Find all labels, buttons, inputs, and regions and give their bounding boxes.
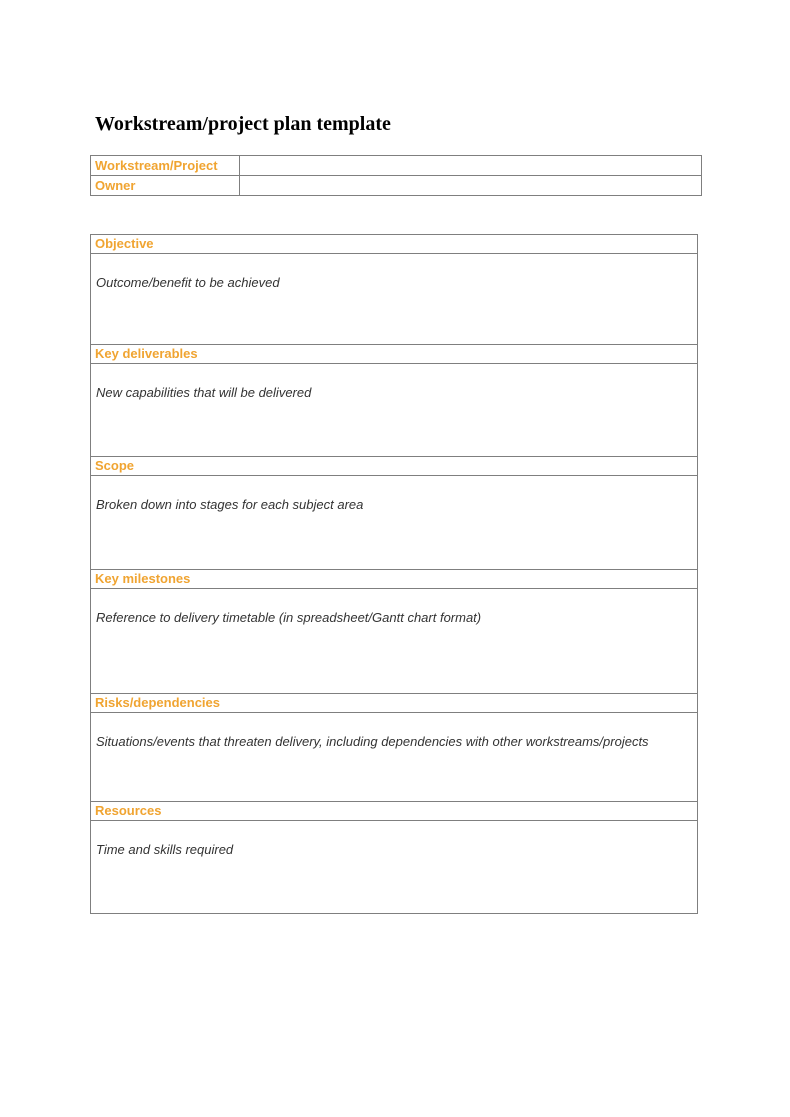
section-content-row [91,713,698,802]
section-description-objective: Outcome/benefit to be achieved [96,275,280,290]
meta-label-owner: Owner [91,176,240,196]
section-heading-row [91,570,698,589]
meta-table [90,155,702,196]
meta-label-workstream-project: Workstream/Project [91,156,240,176]
section-heading-key-milestones: Key milestones [91,570,698,589]
section-heading-row [91,457,698,476]
section-content-key-deliverables-field[interactable] [91,364,698,457]
workstream-project-field[interactable] [240,156,702,176]
section-heading-row [91,802,698,821]
owner-field[interactable] [240,176,702,196]
section-content-risks-dependencies-field[interactable] [91,713,698,802]
section-heading-row [91,694,698,713]
section-content-row [91,364,698,457]
section-description-risks-dependencies: Situations/events that threaten delivery, including dependencies with other workstreams/projects [96,734,649,749]
plan-sections-table [90,234,698,914]
section-content-scope-field[interactable] [91,476,698,570]
section-heading-scope: Scope [91,457,698,476]
table-row [91,176,702,196]
page-title: Workstream/project plan template [95,113,391,135]
section-description-resources: Time and skills required [96,842,234,857]
section-content-row [91,589,698,694]
section-heading-key-deliverables: Key deliverables [91,345,698,364]
section-heading-risks-dependencies: Risks/dependencies [91,694,698,713]
section-heading-row [91,235,698,254]
section-description-scope: Broken down into stages for each subject area [96,497,364,512]
section-content-row [91,821,698,914]
section-heading-resources: Resources [91,802,698,821]
section-description-key-deliverables: New capabilities that will be delivered [96,385,312,400]
section-description-key-milestones: Reference to delivery timetable (in spreadsheet/Gantt chart format) [96,610,482,625]
section-heading-objective: Objective [91,235,698,254]
section-content-key-milestones-field[interactable] [91,589,698,694]
section-content-row [91,476,698,570]
section-content-objective-field[interactable] [91,254,698,345]
table-row [91,156,702,176]
section-content-resources-field[interactable] [91,821,698,914]
section-heading-row [91,345,698,364]
section-content-row [91,254,698,345]
